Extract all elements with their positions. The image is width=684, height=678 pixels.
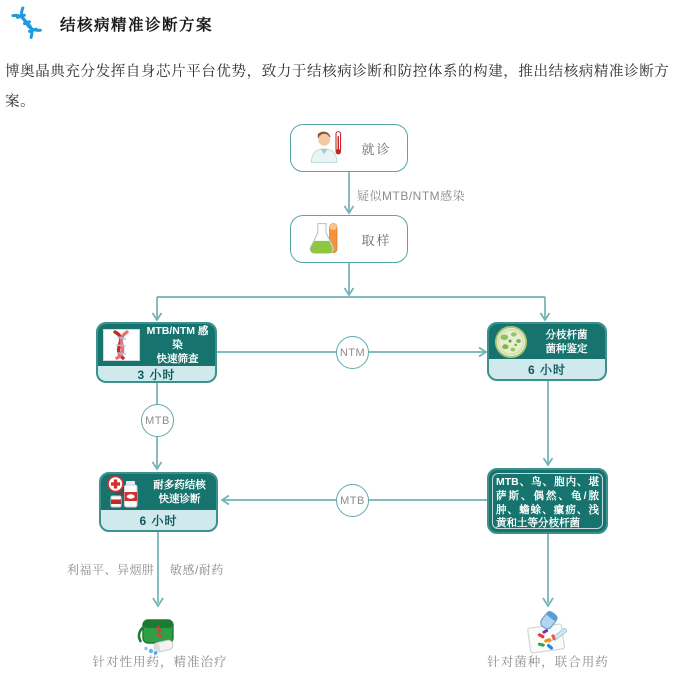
node-species-list [487, 468, 608, 534]
dna-chip-icon [103, 329, 140, 361]
node-mdr-title-line1: 耐多药结核 [153, 479, 206, 491]
node-visit [290, 124, 408, 172]
page-header [8, 4, 213, 44]
edge-circle-mtb-down: MTB [141, 404, 174, 437]
node-mdr-duration: 6 小时 [139, 513, 178, 528]
node-screening-title-line2: 快速筛查 [156, 353, 199, 365]
arrowhead-identification-species [544, 458, 553, 465]
pill-bottle-icon [524, 608, 572, 656]
outcome-left-label: 针对性用药，精准治疗 [92, 655, 228, 669]
doctor-icon [306, 128, 346, 168]
node-sampling [290, 215, 408, 263]
arrowhead-mtb-down [153, 462, 162, 469]
node-mdr-header [101, 474, 216, 510]
edge-circle-ntm: NTM [336, 336, 369, 369]
arrowhead-mtb-cross [222, 496, 229, 505]
node-screening [96, 322, 217, 383]
node-screening-duration: 3 小时 [137, 368, 176, 382]
node-screening-header [98, 324, 215, 366]
node-identification-title [533, 328, 600, 356]
node-sampling-label: 取样 [361, 232, 392, 248]
node-identification-title-line2: 菌种鉴定 [545, 342, 588, 355]
flask-icon [306, 219, 346, 259]
node-visit-label: 就诊 [361, 141, 392, 157]
dna-icon [8, 4, 48, 44]
edge-label-rifampicin-isoniazid: 利福平、异烟肼 [67, 563, 155, 577]
arrowhead-split-left [153, 313, 162, 320]
node-species-list-text: MTB、鸟、胞内、堪萨斯、偶然、龟/脓肿、蟾蜍、瘰疬、浅黄和土等分枝杆菌 [492, 473, 603, 529]
node-screening-title [145, 324, 210, 366]
arrowhead-visit-sampling [345, 206, 354, 213]
edge-label-suspected: 疑似MTB/NTM感染 [357, 189, 466, 203]
node-mdr [99, 472, 218, 532]
arrowhead-ntm [479, 348, 486, 357]
node-mdr-title-line2: 快速诊断 [158, 493, 201, 505]
arrowhead-split-right [541, 313, 550, 320]
node-identification-header [489, 324, 605, 359]
outcome-right-label: 针对菌种，联合用药 [487, 655, 609, 669]
page-title: 结核病精准诊断方案 [60, 17, 214, 34]
node-identification-title-line1: 分枝杆菌 [545, 328, 588, 341]
arrowhead-species-outcome [543, 598, 553, 606]
intro-paragraph: 博奥晶典充分发挥自身芯片平台优势，致力于结核病诊断和防控体系的构建，推出结核病精准诊断方案。 [5, 64, 670, 110]
node-identification-duration: 6 小时 [527, 362, 566, 377]
edge-label-sensitive-resistant: 敏感/耐药 [170, 563, 224, 577]
edge-circle-mtb-cross: MTB [336, 484, 369, 517]
node-mdr-title [148, 478, 211, 506]
node-screening-title-line1: MTB/NTM 感染 [146, 325, 209, 351]
arrowhead-mdr-outcome [153, 598, 163, 606]
medicine-bottles-icon [106, 475, 143, 509]
arrowhead-split [345, 288, 354, 295]
petri-dish-icon [494, 325, 528, 359]
firstaid-kit-icon [133, 610, 181, 656]
node-identification [487, 322, 607, 381]
